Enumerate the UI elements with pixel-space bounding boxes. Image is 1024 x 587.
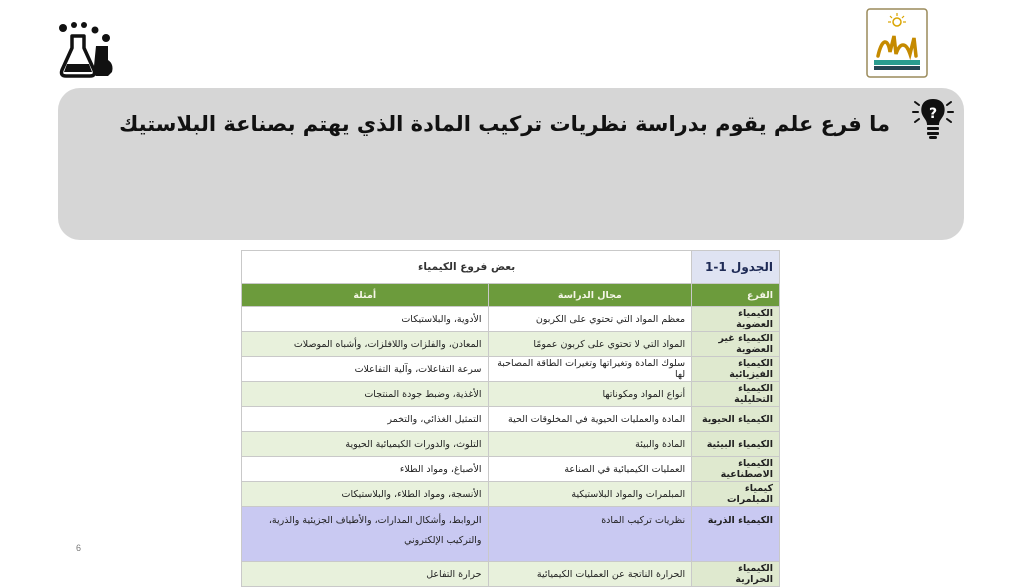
row-examples: التلوث، والدورات الكيميائية الحيوية — [242, 432, 489, 457]
row-examples: حرارة التفاعل — [242, 562, 489, 587]
question-text: ما فرع علم يقوم بدراسة نظريات تركيب المادة الذي يهتم بصناعة البلاستيك — [119, 112, 890, 136]
table-row — [242, 307, 780, 332]
row-branch: الكيمياء الفيزيائية — [692, 357, 780, 382]
row-examples: الأصباغ، ومواد الطلاء — [242, 457, 489, 482]
row-branch: الكيمياء الاصطناعية — [692, 457, 780, 482]
row-examples: التمثيل الغذائي، والتخمر — [242, 407, 489, 432]
header-field: مجال الدراسة — [488, 284, 692, 307]
table-row — [242, 382, 780, 407]
table-row-highlighted — [242, 507, 780, 562]
table-row — [242, 562, 780, 587]
row-branch: الكيمياء غير العضوية — [692, 332, 780, 357]
table-row — [242, 482, 780, 507]
table-caption: بعض فروع الكيمياء — [242, 251, 692, 284]
row-field: سلوك المادة وتغيراتها وتغيرات الطاقة المصاحبة لها — [488, 357, 692, 382]
row-field: العمليات الكيميائية في الصناعة — [488, 457, 692, 482]
svg-text:?: ? — [928, 106, 938, 122]
row-branch: الكيمياء التحليلية — [692, 382, 780, 407]
row-field: الحرارة الناتجة عن العمليات الكيميائية — [488, 562, 692, 587]
table-label: الجدول 1-1 — [692, 251, 780, 284]
row-field: المواد التي لا تحتوي على كربون عمومًا — [488, 332, 692, 357]
row-examples: الأنسجة، ومواد الطلاء، والبلاستيكات — [242, 482, 489, 507]
row-branch: الكيمياء الحرارية — [692, 562, 780, 587]
row-examples: الروابط، وأشكال المدارات، والأطياف الجزيئية والذرية، والتركيب الإلكتروني — [242, 507, 489, 562]
row-examples: سرعة التفاعلات، وآلية التفاعلات — [242, 357, 489, 382]
table-row — [242, 357, 780, 382]
row-branch: الكيمياء البيئية — [692, 432, 780, 457]
row-branch: الكيمياء العضوية — [692, 307, 780, 332]
page-number: 6 — [76, 543, 82, 553]
table-row — [242, 332, 780, 357]
chemistry-branches-table — [241, 250, 780, 587]
row-field: أنواع المواد ومكوناتها — [488, 382, 692, 407]
table-row — [242, 407, 780, 432]
row-examples: المعادن، والفلزات واللافلزات، وأشباه الموصلات — [242, 332, 489, 357]
row-branch: الكيمياء الذرية — [692, 507, 780, 562]
row-field: المادة والعمليات الحيوية في المخلوقات الحية — [488, 407, 692, 432]
row-field: المادة والبيئة — [488, 432, 692, 457]
lightbulb-question-icon — [912, 96, 954, 140]
table-row — [242, 432, 780, 457]
table-row — [242, 457, 780, 482]
header-examples: أمثلة — [242, 284, 489, 307]
row-field: نظريات تركيب المادة — [488, 507, 692, 562]
header-branch: الفرع — [692, 284, 780, 307]
row-examples: الأغذية، وضبط جودة المنتجات — [242, 382, 489, 407]
chemistry-logo-icon — [866, 8, 928, 78]
question-box — [58, 88, 964, 240]
row-branch: الكيمياء الحيوية — [692, 407, 780, 432]
row-field: معظم المواد التي تحتوي على الكربون — [488, 307, 692, 332]
row-field: المبلمرات والمواد البلاستيكية — [488, 482, 692, 507]
flask-icon — [58, 20, 118, 80]
row-examples: الأدوية، والبلاستيكات — [242, 307, 489, 332]
row-branch: كيمياء المبلمرات — [692, 482, 780, 507]
